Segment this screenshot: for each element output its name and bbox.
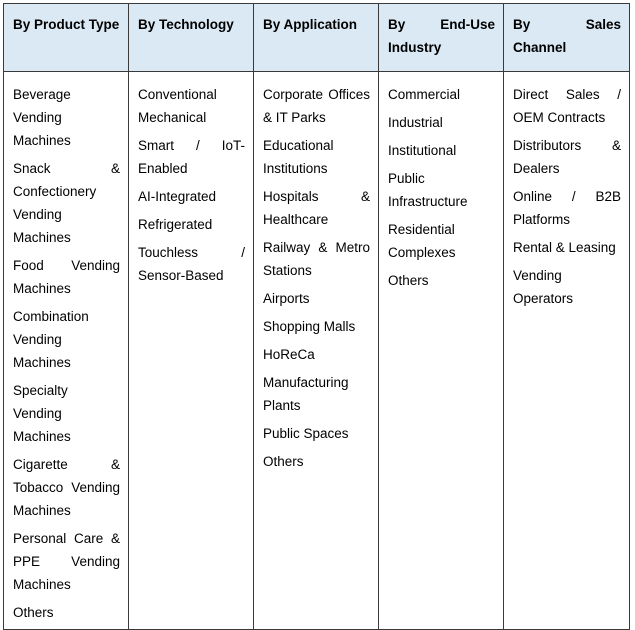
list-item: Residential Complexes [388, 222, 456, 260]
list-item: Educational Institutions [263, 138, 334, 176]
list-item: Industrial [388, 115, 443, 130]
header-product-type: By Product Type [4, 4, 129, 72]
list-item: Others [13, 605, 54, 620]
header-sales-channel: By Sales Channel [504, 4, 630, 72]
end-use-industry-cell [379, 72, 504, 630]
technology-cell [129, 72, 254, 630]
application-cell [254, 72, 379, 630]
list-item: Others [388, 273, 429, 288]
header-application: By Application [254, 4, 379, 72]
list-item: Public Infrastructure [388, 171, 468, 209]
segmentation-table [3, 3, 630, 630]
header-end-use-industry: By End-Use Industry [379, 4, 504, 72]
list-item: Commercial [388, 87, 461, 102]
list-item: Hospitals & Healthcare [263, 189, 370, 227]
list-item: Direct Sales / OEM Contracts [513, 87, 621, 125]
list-item: AI-Integrated [138, 189, 217, 204]
header-row [4, 4, 630, 72]
list-item: Institutional [388, 143, 457, 158]
list-item: Specialty Vending Machines [13, 383, 71, 444]
list-item: Snack & Confectionery Vending Machines [13, 161, 120, 245]
list-item: Touchless / Sensor-Based [138, 245, 245, 283]
list-item: Food Vending Machines [13, 258, 120, 296]
list-item: Refrigerated [138, 217, 213, 232]
sales-channel-cell [504, 72, 630, 630]
list-item: Airports [263, 291, 310, 306]
list-item: Corporate Offices & IT Parks [263, 87, 370, 125]
list-item: Personal Care & PPE Vending Machines [13, 531, 120, 592]
list-item: Shopping Malls [263, 319, 356, 334]
list-item: Manufacturing Plants [263, 375, 349, 413]
list-item: Online / B2B Platforms [513, 189, 621, 227]
list-item: Combination Vending Machines [13, 309, 89, 370]
list-item: HoReCa [263, 347, 315, 362]
list-item: Rental & Leasing [513, 240, 616, 255]
content-row [4, 72, 630, 630]
header-technology: By Technology [129, 4, 254, 72]
list-item: Vending Operators [513, 268, 574, 306]
list-item: Public Spaces [263, 426, 349, 441]
list-item: Conventional Mechanical [138, 87, 217, 125]
list-item: Beverage Vending Machines [13, 87, 71, 148]
product-type-cell [4, 72, 129, 630]
list-item: Others [263, 454, 304, 469]
list-item: Cigarette & Tobacco Vending Machines [13, 457, 120, 518]
list-item: Distributors & Dealers [513, 138, 621, 176]
list-item: Smart / IoT-Enabled [138, 138, 245, 176]
list-item: Railway & Metro Stations [263, 240, 370, 278]
